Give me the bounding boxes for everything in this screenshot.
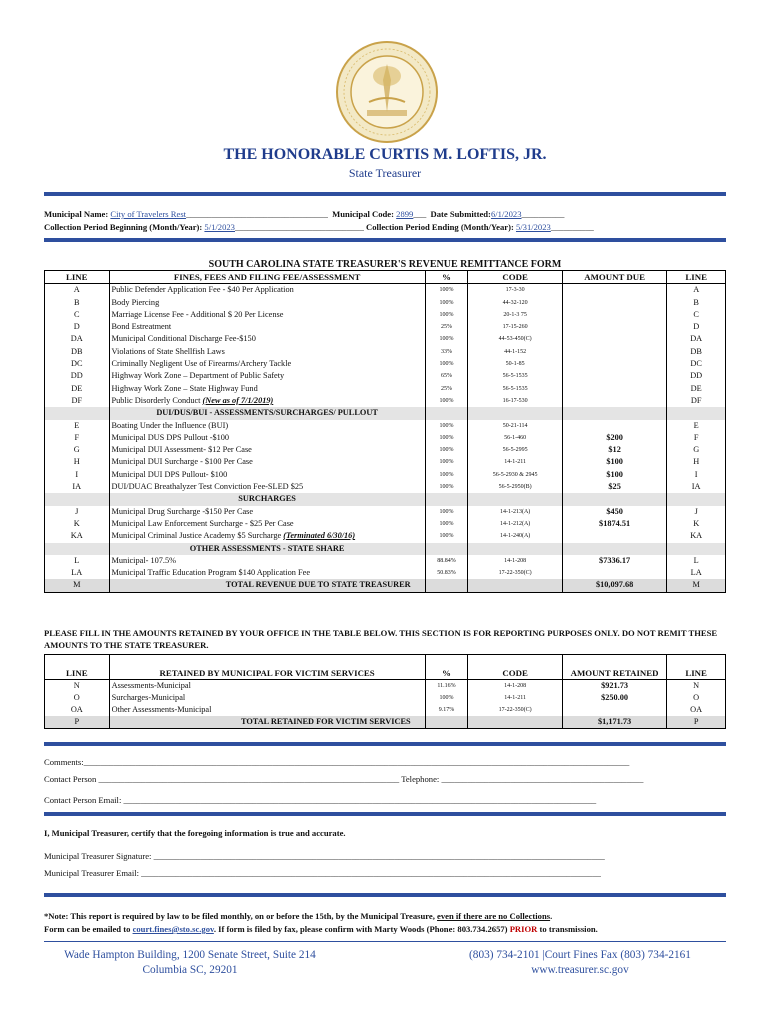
amount-field[interactable]: [562, 309, 667, 321]
header-retained: RETAINED BY MUNICIPAL FOR VICTIM SERVICES: [109, 655, 425, 680]
amount-field[interactable]: $450: [562, 506, 667, 518]
amount-field[interactable]: $250.00: [562, 692, 666, 704]
row-code: 50-21-114: [468, 420, 562, 432]
row-desc: Municipal Conditional Discharge Fee-$150: [111, 334, 256, 344]
table-row: [45, 395, 726, 407]
line-code: M: [45, 579, 110, 592]
row-pct: 100%: [425, 284, 468, 297]
row-desc-cell: [109, 530, 425, 542]
info-divider: [44, 238, 726, 242]
line-code: K: [667, 518, 726, 530]
section-divider: [44, 893, 726, 897]
municipal-code-label: Municipal Code:: [332, 209, 394, 219]
line-code: L: [667, 555, 726, 567]
row-desc: Criminally Negligent Use of Firearms/Archery Tackle: [111, 359, 292, 369]
footer-address: [30, 948, 350, 978]
amount-field[interactable]: [562, 284, 667, 297]
table-row: [45, 297, 726, 309]
total-label: TOTAL RETAINED FOR VICTIM SERVICES: [109, 716, 425, 729]
row-desc: Municipal DUI Surcharge - $100 Per Case: [111, 457, 253, 467]
total-amount[interactable]: $1,171.73: [562, 716, 666, 729]
municipal-name-field[interactable]: City of Travelers Rest: [110, 209, 187, 219]
header-divider: [44, 192, 726, 196]
line-code: OA: [45, 704, 110, 716]
table-row: [45, 518, 726, 530]
row-desc: Municipal DUS DPS Pullout -$100: [111, 432, 230, 442]
phone-line: (803) 734-2101 |Court Fines Fax (803) 734-2161: [469, 949, 691, 961]
retained-table: [44, 654, 726, 729]
row-pct: 100%: [425, 518, 468, 530]
signature-field[interactable]: _________________________________________________________________________________________________________: [153, 851, 605, 861]
retained-notice: PLEASE FILL IN THE AMOUNTS RETAINED BY YOUR OFFICE IN THE TABLE BELOW. THIS SECTION IS FOR REPORTING PURPOSES ONLY. DO NOT REMIT THESE AMOUNTS TO THE STATE TREASURER.: [44, 628, 718, 650]
header-code: CODE: [468, 271, 562, 284]
date-submitted-field[interactable]: 6/1/2023: [490, 209, 522, 219]
header-amount-retained: AMOUNT RETAINED: [562, 655, 666, 680]
contact-email-row: [44, 795, 726, 805]
row-desc: Municipal Criminal Justice Academy $5 Surcharge: [111, 531, 282, 541]
row-code: 17-15-260: [468, 321, 562, 333]
row-pct: 100%: [425, 420, 468, 432]
row-desc: Assessments-Municipal: [111, 681, 191, 690]
amount-field[interactable]: [562, 383, 667, 395]
note-text: *Note: This report is required by law to be filed monthly, on or before the 15th, by the Municipal Treasure,: [44, 911, 435, 921]
row-code: 20-1-3 75: [468, 309, 562, 321]
section-divider: [44, 812, 726, 816]
table-row: [45, 530, 726, 542]
telephone-label: Telephone:: [401, 774, 440, 784]
row-desc: Highway Work Zone – State Highway Fund: [111, 383, 258, 393]
line-code: O: [667, 692, 726, 704]
header-code: CODE: [468, 655, 562, 680]
treasurer-email-field[interactable]: ___________________________________________________________________________________________________________: [141, 868, 601, 878]
row-pct: 100%: [425, 358, 468, 370]
table-row: [45, 420, 726, 432]
amount-field[interactable]: $100: [562, 469, 667, 481]
row-code: 56-5-1535: [468, 383, 562, 395]
header-percent: %: [425, 271, 468, 284]
row-desc: Public Disorderly Conduct: [111, 395, 201, 405]
row-desc: Marriage License Fee - Additional $ 20 Per License: [111, 309, 284, 319]
amount-field[interactable]: [562, 395, 667, 407]
row-desc: Other Assessments-Municipal: [111, 705, 212, 714]
header-line: LINE: [45, 655, 110, 680]
amount-field[interactable]: $25: [562, 481, 667, 493]
line-code: DE: [45, 383, 110, 395]
treasurer-email-label: Municipal Treasurer Email:: [44, 868, 139, 878]
amount-field[interactable]: [562, 530, 667, 542]
table-row: [45, 444, 726, 456]
row-code: 14-1-240(A): [468, 530, 562, 542]
table-row: [45, 567, 726, 579]
line-code: O: [45, 692, 110, 704]
line-code: LA: [45, 567, 110, 579]
contact-person-row: [44, 774, 726, 784]
website-link[interactable]: www.treasurer.sc.gov: [531, 964, 629, 976]
remittance-table: [44, 270, 726, 593]
certify-statement: I, Municipal Treasurer, certify that the foregoing information is true and accurate.: [44, 828, 346, 838]
table-row: [45, 358, 726, 370]
line-code: LA: [667, 567, 726, 579]
row-pct: 100%: [425, 333, 468, 345]
line-code: M: [667, 579, 726, 592]
amount-field[interactable]: [562, 704, 666, 716]
line-code: C: [667, 309, 726, 321]
terminated-note: (Terminated 6/30/16): [283, 531, 356, 541]
contact-person-label: Contact Person: [44, 774, 97, 784]
line-code: D: [667, 321, 726, 333]
line-code: DF: [667, 395, 726, 407]
municipal-info-row1: Municipal Name: City of Travelers Rest_________________________________ Municipal Code: 2899___ Date Submitted:6/1/2023__________: [44, 209, 565, 219]
line-code: IA: [45, 481, 110, 493]
row-code: 44-53-450(C): [468, 333, 562, 345]
row-code: 56-5-2995: [468, 444, 562, 456]
row-code: 44-32-120: [468, 297, 562, 309]
prior-word: PRIOR: [509, 924, 538, 934]
amount-field[interactable]: $12: [562, 444, 667, 456]
table-row: [45, 432, 726, 444]
row-desc: Public Defender Application Fee - $40 Per Application: [111, 285, 294, 295]
table-row: [45, 346, 726, 358]
section-title: OTHER ASSESSMENTS - STATE SHARE: [109, 543, 425, 555]
row-desc: Violations of State Shellfish Laws: [111, 346, 225, 356]
total-row: [45, 716, 726, 729]
line-code: G: [45, 444, 110, 456]
row-code: 50-1-85: [468, 358, 562, 370]
row-pct: 100%: [425, 481, 468, 493]
table-row: [45, 309, 726, 321]
row-desc: Bond Estreatment: [111, 322, 172, 332]
row-desc: Highway Work Zone – Department of Public Safety: [111, 371, 285, 381]
line-code: DB: [667, 346, 726, 358]
amount-field[interactable]: $921.73: [562, 680, 666, 693]
row-pct: 9.17%: [425, 704, 468, 716]
filing-note: *Note: This report is required by law to be filed monthly, on or before the 15th, by the Municipal Treasure, even if there are no Collections. Form can be emailed to court.fines@sto.sc.gov. If form is filed by fax, please confirm with Marty Woods (Phone: 803.734.2657) PRIOR to transmission.: [44, 911, 598, 934]
row-code: 17-3-30: [468, 284, 562, 297]
line-code: N: [667, 680, 726, 693]
header-line-right: LINE: [667, 271, 726, 284]
table-row: [45, 680, 726, 693]
row-pct: 100%: [425, 469, 468, 481]
row-desc: Surcharges-Municipal: [111, 693, 186, 702]
line-code: G: [667, 444, 726, 456]
row-pct: 100%: [425, 444, 468, 456]
table-row: [45, 370, 726, 382]
note-text: to transmission.: [539, 924, 598, 934]
period-begin-field[interactable]: 5/1/2023: [204, 222, 235, 232]
table-row: [45, 555, 726, 567]
line-code: DC: [667, 358, 726, 370]
section-row: [45, 543, 726, 555]
row-code: 44-1-152: [468, 346, 562, 358]
row-pct: 100%: [425, 456, 468, 468]
row-desc: Municipal Traffic Education Program $140 Application Fee: [111, 568, 310, 578]
period-end-label: Collection Period Ending (Month/Year):: [366, 222, 514, 232]
total-amount[interactable]: $10,097.68: [562, 579, 667, 592]
table-row: [45, 692, 726, 704]
line-code: DC: [45, 358, 110, 370]
line-code: L: [45, 555, 110, 567]
row-desc: Body Piercing: [111, 297, 160, 307]
state-seal-logo: [335, 40, 439, 144]
amount-field[interactable]: [562, 321, 667, 333]
row-pct: 100%: [425, 692, 468, 704]
treasurer-email-row: [44, 868, 726, 878]
header-line: LINE: [45, 271, 110, 284]
table-row: [45, 704, 726, 716]
period-begin-label: Collection Period Beginning (Month/Year):: [44, 222, 203, 232]
row-pct: 100%: [425, 506, 468, 518]
comments-label: Comments:: [44, 757, 84, 767]
row-pct: 11.16%: [425, 680, 468, 693]
line-code: J: [45, 506, 110, 518]
line-code: KA: [45, 530, 110, 542]
header-fines: FINES, FEES AND FILING FEE/ASSESSMENT: [109, 271, 425, 284]
row-desc: Municipal Drug Surcharge -$150 Per Case: [111, 506, 254, 516]
row-pct: 25%: [425, 383, 468, 395]
amount-field[interactable]: $200: [562, 432, 667, 444]
email-link[interactable]: court.fines@sto.sc.gov: [132, 924, 214, 934]
municipal-code-field[interactable]: 2899: [396, 209, 414, 219]
address-line1: Wade Hampton Building, 1200 Senate Street, Suite 214: [64, 949, 316, 961]
page-subtitle: State Treasurer: [348, 166, 422, 180]
amount-field[interactable]: [562, 297, 667, 309]
municipal-name-label: Municipal Name:: [44, 209, 109, 219]
row-desc: Municipal Law Enforcement Surcharge - $25 Per Case: [111, 518, 294, 528]
amount-field[interactable]: [562, 346, 667, 358]
line-code: DD: [45, 370, 110, 382]
amount-field[interactable]: [562, 358, 667, 370]
line-code: F: [667, 432, 726, 444]
telephone-field[interactable]: _______________________________________________: [441, 774, 644, 784]
row-desc: Boating Under the Influence (BUI): [111, 420, 229, 430]
municipal-info-row2: Collection Period Beginning (Month/Year): 5/1/2023______________________________ Collection Period Ending (Month/Year): 5/31/2023__________: [44, 222, 594, 232]
section-title: DUI/DUS/BUI - ASSESSMENTS/SURCHARGES/ PULLOUT: [109, 407, 425, 419]
line-code: DA: [667, 333, 726, 345]
row-pct: 100%: [425, 432, 468, 444]
line-code: DD: [667, 370, 726, 382]
row-code: 14-1-213(A): [468, 506, 562, 518]
table-row: [45, 333, 726, 345]
row-code: 16-17-530: [468, 395, 562, 407]
row-code: 17-22-350(C): [468, 567, 562, 579]
line-code: A: [667, 284, 726, 297]
row-pct: 100%: [425, 297, 468, 309]
header-amount-due: AMOUNT DUE: [562, 271, 667, 284]
table-row: [45, 383, 726, 395]
line-code: P: [667, 716, 726, 729]
form-title: SOUTH CAROLINA STATE TREASURER'S REVENUE REMITTANCE FORM: [208, 259, 562, 270]
total-row: [45, 579, 726, 592]
comments-field[interactable]: _______________________________________________________________________________________________________________________________: [83, 757, 630, 767]
note-text: Form can be emailed to: [44, 924, 131, 934]
comments-row: [44, 757, 726, 767]
note-emphasis: even if there are no Collections: [437, 911, 551, 921]
date-submitted-label: Date Submitted:: [430, 209, 491, 219]
line-code: H: [45, 456, 110, 468]
row-code: 14-1-208: [468, 680, 562, 693]
row-pct: 100%: [425, 395, 468, 407]
row-code: 56-5-2930 & 2945: [468, 469, 562, 481]
row-desc: Municipal DUI Assessment- $12 Per Case: [111, 445, 252, 455]
amount-field[interactable]: $1874.51: [562, 518, 667, 530]
line-code: H: [667, 456, 726, 468]
row-desc-cell: [109, 395, 425, 407]
header-percent: %: [425, 655, 468, 680]
signature-row: [44, 851, 726, 861]
note-text: . If form is filed by fax, please confirm with Marty Woods (Phone: 803.734.2657): [213, 924, 508, 934]
row-code: 17-22-350(C): [468, 704, 562, 716]
line-code: K: [45, 518, 110, 530]
contact-person-field[interactable]: ______________________________________________________________________: [98, 774, 400, 784]
amount-field[interactable]: $100: [562, 456, 667, 468]
section-divider: [44, 742, 726, 746]
line-code: DB: [45, 346, 110, 358]
section-row: [45, 493, 726, 505]
line-code: I: [667, 469, 726, 481]
row-pct: 50.83%: [425, 567, 468, 579]
line-code: B: [667, 297, 726, 309]
table-row: [45, 284, 726, 297]
section-row: [45, 407, 726, 419]
table-row: [45, 321, 726, 333]
total-label: TOTAL REVENUE DUE TO STATE TREASURER: [109, 579, 425, 592]
footer-divider: [44, 941, 726, 942]
table-row: [45, 481, 726, 493]
row-desc: DUI/DUAC Breathalyzer Test Conviction Fee-SLED $25: [111, 482, 304, 492]
row-code: 56-1-460: [468, 432, 562, 444]
row-pct: 25%: [425, 321, 468, 333]
address-line2: Columbia SC, 29201: [142, 964, 238, 976]
row-code: 14-1-211: [468, 692, 562, 704]
period-end-field[interactable]: 5/31/2023: [515, 222, 551, 232]
row-pct: 100%: [425, 309, 468, 321]
footer-contact: [420, 948, 740, 978]
row-desc: Municipal DUI DPS Pullout- $100: [111, 469, 228, 479]
line-code: IA: [667, 481, 726, 493]
line-code: DA: [45, 333, 110, 345]
line-code: KA: [667, 530, 726, 542]
line-code: A: [45, 284, 110, 297]
amount-field[interactable]: [562, 370, 667, 382]
amount-field[interactable]: [562, 420, 667, 432]
row-desc: Municipal- 107.5%: [111, 555, 177, 565]
row-pct: 33%: [425, 346, 468, 358]
line-code: J: [667, 506, 726, 518]
table-row: [45, 456, 726, 468]
new-note: (New as of 7/1/2019): [202, 395, 274, 405]
amount-field[interactable]: [562, 567, 667, 579]
line-code: F: [45, 432, 110, 444]
line-code: DE: [667, 383, 726, 395]
section-title: SURCHARGES: [109, 493, 425, 505]
row-pct: 100%: [425, 530, 468, 542]
row-pct: 88.84%: [425, 555, 468, 567]
page-title: THE HONORABLE CURTIS M. LOFTIS, JR.: [223, 146, 547, 163]
row-pct: 65%: [425, 370, 468, 382]
table-row: [45, 506, 726, 518]
line-code: E: [45, 420, 110, 432]
row-code: 14-1-211: [468, 456, 562, 468]
line-code: B: [45, 297, 110, 309]
line-code: OA: [667, 704, 726, 716]
line-code: I: [45, 469, 110, 481]
table-row: [45, 469, 726, 481]
line-code: DF: [45, 395, 110, 407]
contact-email-label: Contact Person Email:: [44, 795, 122, 805]
row-code: 14-1-208: [468, 555, 562, 567]
header-line-right: LINE: [667, 655, 726, 680]
line-code: P: [45, 716, 110, 729]
signature-label: Municipal Treasurer Signature:: [44, 851, 152, 861]
amount-field[interactable]: $7336.17: [562, 555, 667, 567]
row-code: 56-5-1535: [468, 370, 562, 382]
line-code: C: [45, 309, 110, 321]
row-code: 14-1-212(A): [468, 518, 562, 530]
line-code: D: [45, 321, 110, 333]
line-code: N: [45, 680, 110, 693]
contact-email-field[interactable]: ______________________________________________________________________________________________________________: [123, 795, 597, 805]
amount-field[interactable]: [562, 333, 667, 345]
line-code: E: [667, 420, 726, 432]
row-code: 56-5-2950(B): [468, 481, 562, 493]
